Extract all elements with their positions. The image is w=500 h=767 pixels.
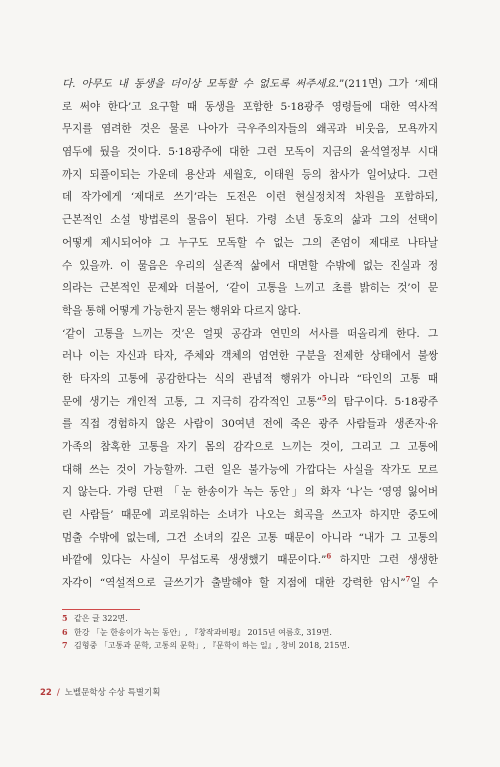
text-line [62, 572, 438, 595]
footnote-number: 6 [62, 626, 68, 637]
footnote-reference: 5 [321, 393, 327, 403]
text-segment: 를 직접 경험하지 않은 사람이 30여년 전에 죽은 광주 사람들과 생존자·유 [62, 418, 438, 431]
text-line [62, 368, 438, 391]
text-line [62, 481, 438, 504]
text-line [62, 209, 438, 232]
footnote-rule [62, 609, 140, 610]
text-line [62, 164, 438, 187]
section-title: 노벨문학상 수상 특별기획 [64, 688, 161, 698]
text-segment: 로 써야 한다’고 요구할 때 동생을 포함한 5·18광주 영령들에 대한 역사적 [62, 100, 438, 113]
text-line [62, 504, 438, 527]
text-line [62, 232, 438, 255]
footnote-number: 7 [62, 640, 68, 650]
text-line [62, 300, 438, 323]
page-footer [40, 686, 160, 698]
text-segment: 한 타자의 고통에 공감한다는 식의 관념적 행위가 아니라 “타인의 고통 때 [62, 372, 438, 385]
text-segment: 일 수 [410, 577, 438, 590]
text-line [62, 323, 438, 346]
footnote-text: 김형중 「고통과 문학, 고통의 문학」, 『문학이 하는 일』, 창비 2018, 215면. [74, 641, 350, 650]
text-segment: 의라는 근본적인 문제와 더불어, ‘같이 고통을 느끼고 초를 밝히는 것’이 문 [62, 282, 438, 295]
text-segment: 바깥에 있다는 사실이 무섭도록 생생했기 때문이다.” [62, 554, 327, 567]
footer-separator: / [56, 688, 60, 698]
text-line [62, 118, 438, 141]
footnote-number: 5 [62, 613, 68, 623]
text-segment: ”(211면) 그가 ‘제대 [338, 78, 438, 90]
text-line [62, 255, 438, 278]
text-segment: 데 작가에게 ‘제대로 쓰기’라는 도전은 이런 현실정치적 차원을 포함하되, [62, 191, 438, 204]
text-line [62, 186, 438, 209]
text-line [62, 436, 438, 459]
text-line [62, 73, 438, 96]
text-segment: 하지만 그런 생생한 [331, 554, 438, 567]
text-line [62, 527, 438, 550]
text-segment: 수 있을까. 이 물음은 우리의 실존적 삶에서 대면할 수밖에 없는 진실과 정 [62, 259, 438, 272]
text-segment: 문에 생기는 개인적 고통, 그 지극히 감각적인 고통” [62, 395, 322, 408]
text-segment: 자각이 “역설적으로 글쓰기가 출발해야 할 지점에 대한 강력한 암시” [62, 577, 406, 590]
footnote-item [62, 626, 442, 640]
text-segment: 의 탐구이다. 5·18광주 [326, 395, 438, 408]
text-line [62, 345, 438, 368]
footnote-item [62, 612, 442, 626]
essay-body [62, 73, 438, 595]
footnotes [62, 612, 442, 653]
text-segment: 근본적인 소설 방법론의 물음이 된다. 가령 소년 동호의 삶과 그의 선택이 [62, 214, 438, 227]
text-segment: 까지 되풀이되는 가운데 용산과 세월호, 이태원 등의 참사가 일어났다. 그런 [62, 168, 438, 181]
text-segment: 가족의 참혹한 고통을 자기 몸의 감각으로 느끼는 것이, 그리고 그 고통에 [62, 441, 438, 453]
text-line [62, 549, 438, 572]
footnote-text: 한강 「눈 한송이가 녹는 동안」, 『창작과비평』 2015년 여름호, 319면. [74, 627, 332, 637]
text-segment: 지 않는다. 가령 단편 「눈 한송이가 녹는 동안」의 화자 ‘나’는 ‘영영 잃어버 [62, 486, 438, 499]
text-line [62, 459, 438, 482]
text-segment: 대해 쓰는 것이 가능할까. 그런 일은 불가능에 가깝다는 사실을 작가도 모르 [62, 463, 438, 476]
text-segment: 학을 통해 어떻게 가능한지 묻는 행위와 다르지 않다. [62, 304, 301, 317]
text-segment: 염두에 뒀을 것이다. 5·18광주에 대한 그런 모독이 지금의 윤석열정부 시대 [62, 146, 438, 159]
footnote-reference: 7 [405, 574, 411, 584]
footnote-item [62, 639, 442, 653]
text-segment: 린 사람들’ 때문에 괴로워하는 소녀가 나오는 희곡을 쓰고자 하지만 중도에 [62, 509, 438, 522]
text-line [62, 413, 438, 436]
page-number: 22 [40, 688, 52, 698]
text-segment: 무지를 염려한 것은 물론 나아가 극우주의자들의 왜곡과 비웃음, 모욕까지 [62, 123, 438, 136]
footnote-reference: 6 [326, 551, 332, 561]
text-segment: 러나 이는 자신과 타자, 주체와 객체의 엄연한 구분을 전제한 상태에서 불쌍 [62, 350, 438, 363]
text-segment: ‘같이 고통을 느끼는 것’은 얼핏 공감과 연민의 서사를 떠올리게 한다. 그 [62, 327, 438, 340]
text-segment: 어떻게 제시되어야 그 누구도 모독할 수 없는 그의 존엄이 제대로 나타날 [62, 236, 438, 249]
footnote-text: 같은 글 322면. [74, 614, 128, 623]
text-line [62, 96, 438, 119]
text-segment: 멈출 수밖에 없는데, 그건 소녀의 깊은 고통 때문이 아니라 “내가 그 고통의 [62, 531, 438, 544]
text-line [62, 391, 438, 414]
quoted-text: 다. 아무도 내 동생을 더이상 모독할 수 없도록 써주세요. [62, 78, 339, 90]
text-line [62, 277, 438, 300]
text-line [62, 141, 438, 164]
